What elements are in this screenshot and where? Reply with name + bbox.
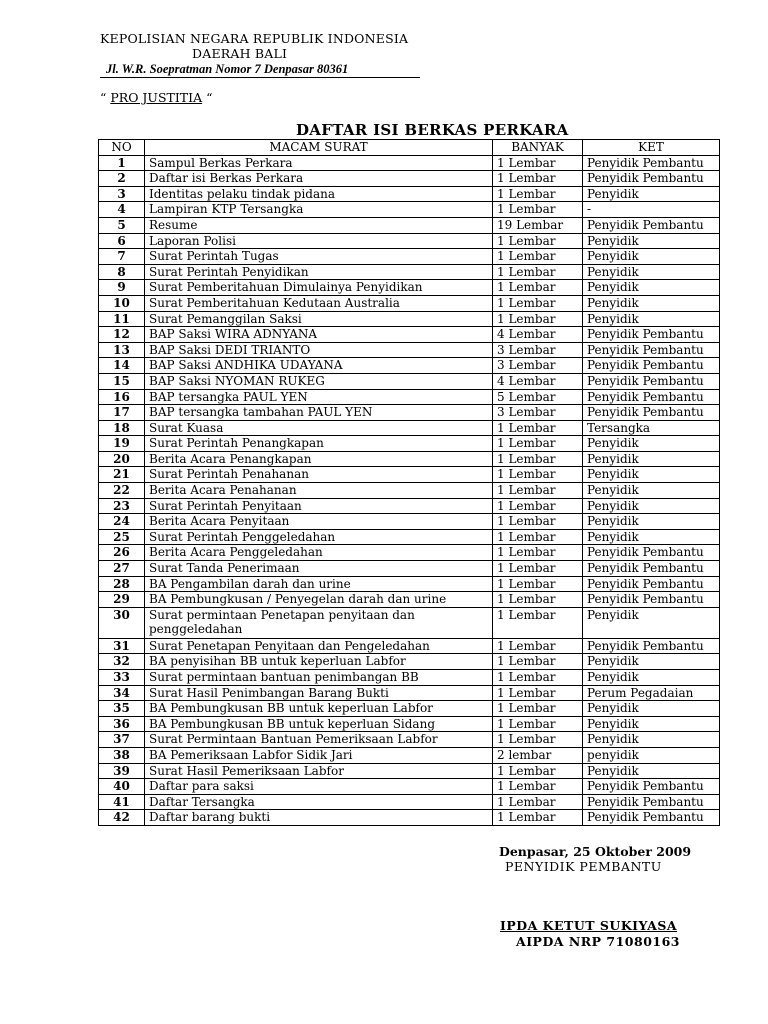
document-type: Identitas pelaku tindak pidana — [145, 186, 493, 202]
table-row — [99, 670, 720, 686]
page-count: 4 Lembar — [493, 373, 583, 389]
table-row — [99, 794, 720, 810]
row-number: 37 — [99, 732, 145, 748]
page-count: 3 Lembar — [493, 342, 583, 358]
remarks: Penyidik — [583, 295, 720, 311]
document-type: Sampul Berkas Perkara — [145, 155, 493, 171]
document-type: BA Pembungkusan BB untuk keperluan Sidang — [145, 716, 493, 732]
document-type: Surat Penetapan Penyitaan dan Pengeledahan — [145, 638, 493, 654]
remarks: Penyidik — [583, 280, 720, 296]
remarks: Penyidik — [583, 529, 720, 545]
column-header-banyak: BANYAK — [493, 140, 583, 156]
region-name: DAERAH BALI — [192, 46, 288, 61]
remarks: Penyidik Pembantu — [583, 358, 720, 374]
page-count: 2 lembar — [493, 747, 583, 763]
table-row — [99, 810, 720, 826]
document-type: Daftar Tersangka — [145, 794, 493, 810]
page-count: 1 Lembar — [493, 514, 583, 530]
table-row — [99, 732, 720, 748]
document-type: BA Pembungkusan BB untuk keperluan Labfor — [145, 701, 493, 717]
document-type: Resume — [145, 217, 493, 233]
agency-name: KEPOLISIAN NEGARA REPUBLIK INDONESIA — [100, 31, 409, 46]
remarks: Penyidik Pembantu — [583, 155, 720, 171]
table-row — [99, 763, 720, 779]
table-row — [99, 638, 720, 654]
remarks: Penyidik — [583, 716, 720, 732]
open-quote: “ — [100, 90, 107, 105]
column-header-macam-surat: MACAM SURAT — [145, 140, 493, 156]
row-number: 34 — [99, 685, 145, 701]
row-number: 3 — [99, 186, 145, 202]
document-type: Berita Acara Penyitaan — [145, 514, 493, 530]
page-count: 1 Lembar — [493, 561, 583, 577]
row-number: 10 — [99, 295, 145, 311]
page-count: 1 Lembar — [493, 311, 583, 327]
table-row — [99, 716, 720, 732]
document-type: Daftar barang bukti — [145, 810, 493, 826]
remarks: Penyidik Pembantu — [583, 373, 720, 389]
remarks: Penyidik Pembantu — [583, 561, 720, 577]
page-count: 1 Lembar — [493, 576, 583, 592]
remarks: Penyidik — [583, 467, 720, 483]
table-row — [99, 561, 720, 577]
page-count: 1 Lembar — [493, 498, 583, 514]
page-count: 1 Lembar — [493, 295, 583, 311]
page-count: 1 Lembar — [493, 685, 583, 701]
document-type: Surat Pemberitahuan Kedutaan Australia — [145, 295, 493, 311]
remarks: Penyidik — [583, 436, 720, 452]
document-type: Berita Acara Penangkapan — [145, 451, 493, 467]
page-count: 1 Lembar — [493, 467, 583, 483]
table-row — [99, 358, 720, 374]
page-count: 5 Lembar — [493, 389, 583, 405]
page-count: 1 Lembar — [493, 264, 583, 280]
page-count: 1 Lembar — [493, 779, 583, 795]
table-row — [99, 342, 720, 358]
page-count: 1 Lembar — [493, 436, 583, 452]
table-row — [99, 545, 720, 561]
document-type: BA Pemeriksaan Labfor Sidik Jari — [145, 747, 493, 763]
page-count: 1 Lembar — [493, 280, 583, 296]
table-row — [99, 171, 720, 187]
row-number: 29 — [99, 592, 145, 608]
page-count: 1 Lembar — [493, 171, 583, 187]
remarks: Penyidik — [583, 249, 720, 265]
document-type: Surat permintaan bantuan penimbangan BB — [145, 670, 493, 686]
document-type: Lampiran KTP Tersangka — [145, 202, 493, 218]
document-type: Surat Pemanggilan Saksi — [145, 311, 493, 327]
remarks: Penyidik — [583, 483, 720, 499]
remarks: Penyidik — [583, 186, 720, 202]
row-number: 16 — [99, 389, 145, 405]
row-number: 21 — [99, 467, 145, 483]
row-number: 32 — [99, 654, 145, 670]
row-number: 27 — [99, 561, 145, 577]
row-number: 8 — [99, 264, 145, 280]
table-row — [99, 264, 720, 280]
page-count: 19 Lembar — [493, 217, 583, 233]
page-count: 1 Lembar — [493, 249, 583, 265]
remarks: Penyidik — [583, 451, 720, 467]
page-count: 3 Lembar — [493, 405, 583, 421]
page-count: 1 Lembar — [493, 654, 583, 670]
remarks: Penyidik Pembantu — [583, 592, 720, 608]
document-type: Surat Hasil Pemeriksaan Labfor — [145, 763, 493, 779]
page-count: 1 Lembar — [493, 732, 583, 748]
page-count: 3 Lembar — [493, 358, 583, 374]
row-number: 42 — [99, 810, 145, 826]
document-list-table — [98, 139, 720, 826]
remarks: Penyidik Pembantu — [583, 576, 720, 592]
page-count: 4 Lembar — [493, 327, 583, 343]
document-type: Daftar para saksi — [145, 779, 493, 795]
remarks: Penyidik — [583, 763, 720, 779]
document-type: BAP tersangka PAUL YEN — [145, 389, 493, 405]
document-type: Surat Kuasa — [145, 420, 493, 436]
page-count: 1 Lembar — [493, 638, 583, 654]
document-type: BAP Saksi ANDHIKA UDAYANA — [145, 358, 493, 374]
row-number: 18 — [99, 420, 145, 436]
document-title: DAFTAR ISI BERKAS PERKARA — [296, 121, 569, 139]
document-type: Surat Perintah Tugas — [145, 249, 493, 265]
remarks: Penyidik — [583, 670, 720, 686]
page-count: 1 Lembar — [493, 670, 583, 686]
table-row — [99, 592, 720, 608]
remarks: Penyidik — [583, 498, 720, 514]
document-type: Surat Perintah Penyidikan — [145, 264, 493, 280]
document-type: BAP tersangka tambahan PAUL YEN — [145, 405, 493, 421]
row-number: 33 — [99, 670, 145, 686]
table-row — [99, 654, 720, 670]
row-number: 4 — [99, 202, 145, 218]
column-header-ket: KET — [583, 140, 720, 156]
table-row — [99, 327, 720, 343]
pro-justitia-text: PRO JUSTITIA — [110, 90, 203, 105]
close-quote: “ — [206, 90, 213, 105]
table-row — [99, 747, 720, 763]
row-number: 7 — [99, 249, 145, 265]
remarks: Penyidik — [583, 654, 720, 670]
remarks: penyidik — [583, 747, 720, 763]
page-count: 1 Lembar — [493, 451, 583, 467]
page-count: 1 Lembar — [493, 701, 583, 717]
table-row — [99, 483, 720, 499]
document-type: Surat Permintaan Bantuan Pemeriksaan Labfor — [145, 732, 493, 748]
document-type: BAP Saksi NYOMAN RUKEG — [145, 373, 493, 389]
remarks: Penyidik Pembantu — [583, 545, 720, 561]
remarks: Penyidik — [583, 311, 720, 327]
row-number: 24 — [99, 514, 145, 530]
row-number: 25 — [99, 529, 145, 545]
row-number: 26 — [99, 545, 145, 561]
table-row — [99, 451, 720, 467]
page-count: 1 Lembar — [493, 810, 583, 826]
row-number: 14 — [99, 358, 145, 374]
row-number: 5 — [99, 217, 145, 233]
page-count: 1 Lembar — [493, 233, 583, 249]
table-row — [99, 607, 720, 638]
document-type: Surat Perintah Penyitaan — [145, 498, 493, 514]
signature-role: PENYIDIK PEMBANTU — [505, 859, 662, 874]
row-number: 31 — [99, 638, 145, 654]
remarks: Penyidik Pembantu — [583, 810, 720, 826]
remarks: Penyidik — [583, 514, 720, 530]
remarks: Penyidik Pembantu — [583, 405, 720, 421]
page-count: 1 Lembar — [493, 763, 583, 779]
remarks: Penyidik — [583, 264, 720, 280]
page-count: 1 Lembar — [493, 545, 583, 561]
column-header-no: NO — [99, 140, 145, 156]
table-row — [99, 155, 720, 171]
table-row — [99, 529, 720, 545]
remarks: Penyidik Pembantu — [583, 342, 720, 358]
row-number: 39 — [99, 763, 145, 779]
row-number: 13 — [99, 342, 145, 358]
table-row — [99, 373, 720, 389]
remarks: Tersangka — [583, 420, 720, 436]
document-type: Surat Pemberitahuan Dimulainya Penyidikan — [145, 280, 493, 296]
row-number: 12 — [99, 327, 145, 343]
document-type: Surat Tanda Penerimaan — [145, 561, 493, 577]
row-number: 9 — [99, 280, 145, 296]
remarks: Perum Pegadaian — [583, 685, 720, 701]
document-type: Laporan Polisi — [145, 233, 493, 249]
table-row — [99, 514, 720, 530]
row-number: 19 — [99, 436, 145, 452]
document-type: Surat permintaan Penetapan penyitaan dan penggeledahan — [145, 607, 493, 638]
table-row — [99, 311, 720, 327]
page-count: 1 Lembar — [493, 420, 583, 436]
table-row — [99, 186, 720, 202]
table-row — [99, 295, 720, 311]
remarks: Penyidik Pembantu — [583, 171, 720, 187]
row-number: 23 — [99, 498, 145, 514]
pro-justitia-label — [100, 90, 212, 105]
row-number: 15 — [99, 373, 145, 389]
document-type: BA penyisihan BB untuk keperluan Labfor — [145, 654, 493, 670]
table-body — [99, 155, 720, 825]
document-type: Daftar isi Berkas Perkara — [145, 171, 493, 187]
table-row — [99, 280, 720, 296]
page-count: 1 Lembar — [493, 716, 583, 732]
document-type: Berita Acara Penahanan — [145, 483, 493, 499]
remarks: Penyidik Pembantu — [583, 779, 720, 795]
document-type: BA Pembungkusan / Penyegelan darah dan urine — [145, 592, 493, 608]
document-type: BAP Saksi WIRA ADNYANA — [145, 327, 493, 343]
remarks: Penyidik Pembantu — [583, 327, 720, 343]
table-row — [99, 779, 720, 795]
row-number: 38 — [99, 747, 145, 763]
page-count: 1 Lembar — [493, 592, 583, 608]
remarks: Penyidik — [583, 701, 720, 717]
remarks: Penyidik Pembantu — [583, 638, 720, 654]
table-row — [99, 701, 720, 717]
page-count: 1 Lembar — [493, 483, 583, 499]
table-header-row — [99, 140, 720, 156]
document-type: BAP Saksi DEDI TRIANTO — [145, 342, 493, 358]
row-number: 40 — [99, 779, 145, 795]
row-number: 1 — [99, 155, 145, 171]
page-count: 1 Lembar — [493, 155, 583, 171]
row-number: 17 — [99, 405, 145, 421]
row-number: 35 — [99, 701, 145, 717]
row-number: 20 — [99, 451, 145, 467]
signature-date: Denpasar, 25 Oktober 2009 — [499, 844, 692, 859]
remarks: Penyidik Pembantu — [583, 794, 720, 810]
table-row — [99, 202, 720, 218]
table-row — [99, 685, 720, 701]
remarks: Penyidik — [583, 732, 720, 748]
page-count: 1 Lembar — [493, 202, 583, 218]
page-count: 1 Lembar — [493, 186, 583, 202]
page-count: 1 Lembar — [493, 529, 583, 545]
signature-name: IPDA KETUT SUKIYASA — [500, 918, 678, 933]
row-number: 11 — [99, 311, 145, 327]
row-number: 22 — [99, 483, 145, 499]
row-number: 30 — [99, 607, 145, 638]
table-row — [99, 249, 720, 265]
page-count: 1 Lembar — [493, 607, 583, 638]
table-row — [99, 389, 720, 405]
remarks: Penyidik — [583, 607, 720, 638]
remarks: Penyidik Pembantu — [583, 217, 720, 233]
document-type: BA Pengambilan darah dan urine — [145, 576, 493, 592]
document-type: Surat Perintah Penangkapan — [145, 436, 493, 452]
row-number: 41 — [99, 794, 145, 810]
remarks: - — [583, 202, 720, 218]
row-number: 2 — [99, 171, 145, 187]
document-type: Surat Hasil Penimbangan Barang Bukti — [145, 685, 493, 701]
agency-address: Jl. W.R. Soepratman Nomor 7 Denpasar 80361 — [100, 62, 420, 78]
row-number: 28 — [99, 576, 145, 592]
table-row — [99, 420, 720, 436]
document-type: Berita Acara Penggeledahan — [145, 545, 493, 561]
row-number: 6 — [99, 233, 145, 249]
row-number: 36 — [99, 716, 145, 732]
document-type: Surat Perintah Penggeledahan — [145, 529, 493, 545]
remarks: Penyidik Pembantu — [583, 389, 720, 405]
table-row — [99, 233, 720, 249]
table-row — [99, 436, 720, 452]
table-row — [99, 217, 720, 233]
table-row — [99, 576, 720, 592]
document-type: Surat Perintah Penahanan — [145, 467, 493, 483]
signature-nrp: AIPDA NRP 71080163 — [516, 934, 680, 949]
remarks: Penyidik — [583, 233, 720, 249]
table-row — [99, 467, 720, 483]
page-count: 1 Lembar — [493, 794, 583, 810]
table-row — [99, 498, 720, 514]
table-row — [99, 405, 720, 421]
